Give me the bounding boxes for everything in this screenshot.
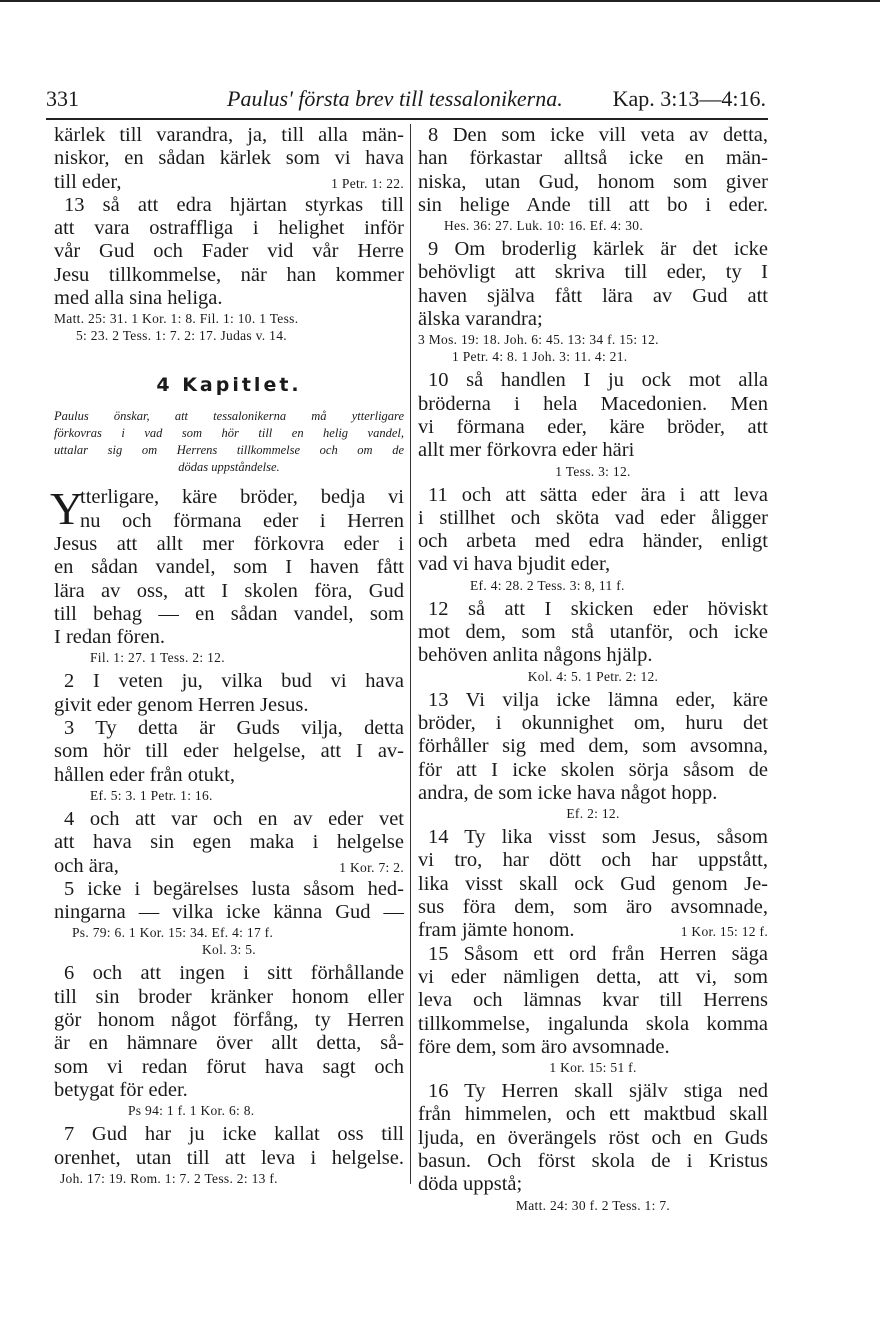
text-line: vi förmana eder, käre bröder, att [418,415,768,438]
text-line: sus föra dem, som äro avsomnade, [418,896,768,919]
text-line: förhåller sig med dem, som avsomna, [418,735,768,758]
text-line: som vi redan förut hava sagt och [54,1055,404,1078]
text-line: kärlek till varandra, ja, till alla män- [54,124,404,146]
cross-reference: Matt. 24: 30 f. 2 Tess. 1: 7. [515,1197,671,1213]
verse-13-line: 13 Vi vilja icke lämna eder, käre [428,688,768,711]
text-line: ljuda, en överängels röst och en Guds [418,1126,768,1149]
text-line: lika visst skall ock Gud genom Je- [418,872,768,895]
text-line: älska varandra; [418,308,543,331]
text-line: betygat för eder. [54,1078,188,1101]
cross-reference: Ef. 5: 3. 1 Petr. 1: 16. [90,787,213,803]
verse-16-line: 16 Ty Herren skall själv stiga ned [428,1080,768,1103]
text-line: är en hämnare över allt detta, så- [54,1032,404,1055]
verse-10-line: 10 så handlen I ju ock mot alla [428,369,768,392]
text-fragment: fram jämte honom. [418,919,575,942]
column-divider [410,124,411,1184]
text-line: med alla sina heliga. [54,287,223,310]
text-line: sin helige Ande till att bo i eder. [418,193,768,216]
verse-5-line: 5 icke i begärelses lusta såsom hed- [64,877,404,900]
text-line: behöven anlita någons hjälp. [418,644,653,667]
cross-reference: Matt. 25: 31. 1 Kor. 1: 8. Fil. 1: 10. 1 Tess. [54,311,299,327]
text-line: att hava sin egen maka i helgelse [54,831,404,854]
chapter-summary-line: uttalar sig om Herrens tillkommelse och om de [54,443,404,458]
page-number: 331 [46,86,79,111]
text-line: till sin broder kränker honom eller [54,985,404,1008]
text-line: gör honom något förfång, ty Herren [54,1009,404,1032]
text-fragment: till eder, [54,170,122,193]
text-line: vi eder nämligen detta, att vi, som [418,965,768,988]
text-line: bröder, i okunnighet om, huru det [418,711,768,734]
text-line: som hör till eder helgelse, att I av- [54,740,404,763]
text-line: Jesu tillkommelse, när han kommer [54,263,404,286]
text-line: haven själva fått lära av Gud att [418,284,768,307]
text-line: basun. Och först skola de i Kristus [418,1149,768,1172]
text-line: från himmelen, och ett maktbud skall [418,1103,768,1126]
text-fragment: och ära, [54,854,119,877]
verse-1 [50,483,404,535]
cross-reference: 1 Petr. 1: 22. [331,175,404,191]
text-line: andra, de som icke hava något hopp. [418,781,718,804]
cross-reference: Ef. 4: 28. 2 Tess. 3: 8, 11 f. [470,577,625,593]
text-line [54,855,404,878]
cross-reference: Ef. 2: 12. [566,806,620,822]
drop-cap: Y [50,483,84,535]
cross-reference: Ps. 79: 6. 1 Kor. 15: 34. Ef. 4: 17 f. [72,925,274,941]
text-line: före dem, som äro avsomnade. [418,1035,670,1058]
cross-reference: 5: 23. 2 Tess. 1: 7. 2: 17. Judas v. 14. [76,328,287,344]
verse-15-line: 15 Såsom ett ord från Herren säga [428,942,768,965]
text-line: lära av oss, att I skolen föra, Gud [54,579,404,602]
text-line: för att I icke skolen sörja såsom de [418,758,768,781]
text-line: döda uppstå; [418,1173,523,1196]
cross-reference: Joh. 17: 19. Rom. 1: 7. 2 Tess. 2: 13 f. [60,1170,278,1186]
verse-8-line: 8 Den som icke vill veta av detta, [428,124,768,146]
verse-14-line: 14 Ty lika visst som Jesus, såsom [428,826,768,849]
text-line: tillkommelse, ingalunda skola komma [418,1012,768,1035]
text-line: till behag — en sådan vandel, som [54,602,404,625]
text-line: hållen eder från otukt, [54,763,236,786]
cross-reference: 3 Mos. 19: 18. Joh. 6: 45. 13: 34 f. 15: 12. [418,332,659,348]
text-line: niskor, en sådan kärlek som vi hava [54,147,404,170]
text-line: behövligt att skriva till eder, ty I [418,261,768,284]
text-line: vår Gud och Fader vid vår Herre [54,240,404,263]
text-line: och arbeta med edra händer, enligt [418,530,768,553]
cross-reference: Ps 94: 1 f. 1 Kor. 6: 8. [128,1103,255,1119]
chapter-summary-line: dödas uppståndelse. [178,460,280,475]
right-column [418,124,768,1214]
text-line: leva och lämnas kvar till Herrens [418,989,768,1012]
page-header [46,84,768,120]
verse-4-line: 4 och att var och en av eder vet [64,807,404,830]
verse-3-line: 3 Ty detta är Guds vilja, detta [64,717,404,740]
text-line: ningarna — vilka icke känna Gud — [54,901,404,924]
verse-12-line: 12 så att I skicken eder höviskt [428,597,768,620]
chapter-summary-line: förkovras i vad som hör till en helig vandel, [54,426,404,441]
chapter-summary-line: Paulus önskar, att tessalonikerna må ytterligare [54,409,404,424]
text-line: niska, utan Gud, honom som giver [418,170,768,193]
text-line: Jesus att allt mer förkovra eder i [54,532,404,555]
text-line: givit eder genom Herren Jesus. [54,693,309,716]
text-line: orenhet, utan till att leva i helgelse. [54,1146,404,1169]
cross-reference: 1 Tess. 3: 12. [555,463,631,479]
chapter-range: Kap. 3:13—4:16. [612,86,766,111]
text-line: I redan fören. [54,626,165,649]
chapter-heading: 4 Kapitlet. [156,374,302,397]
text-line: han förkastar alltså icke en män- [418,147,768,170]
cross-reference: 1 Kor. 15: 12 f. [680,924,768,940]
text-line: mot dem, som stå utanför, och icke [418,621,768,644]
text-line: en sådan vandel, som I haven fått [54,556,404,579]
text-line: vad vi hava bjudit eder, [418,553,611,576]
cross-reference: Fil. 1: 27. 1 Tess. 2: 12. [90,650,225,666]
cross-reference: Hes. 36: 27. Luk. 10: 16. Ef. 4: 30. [444,218,644,234]
text-line [418,919,768,942]
verse-7-line: 7 Gud har ju icke kallat oss till [64,1123,404,1146]
text-line: att vara ostraffliga i helighet inför [54,217,404,240]
verse-13-line: 13 så att edra hjärtan styrkas till [64,193,404,216]
verse-2-line: 2 I veten ju, vilka bud vi hava [64,670,404,693]
text-line [54,171,404,194]
verse-11-line: 11 och att sätta eder ära i att leva [428,483,768,506]
left-column [50,124,404,1187]
cross-reference: 1 Kor. 7: 2. [339,859,404,875]
text-line: allt mer förkovra eder häri [418,439,635,462]
text-line: i stillhet och sköta vad eder åligger [418,506,768,529]
text-line: bröderna i hela Macedonien. Men [418,392,768,415]
running-title: Paulus' första brev till tessalonikerna. [227,86,563,111]
text-line: nu och förmana eder i Herren [80,509,404,532]
top-edge-rule [0,0,880,2]
cross-reference: Kol. 3: 5. [201,942,256,958]
verse-6-line: 6 och att ingen i sitt förhållande [64,962,404,985]
verse-9-line: 9 Om broderlig kärlek är det icke [428,238,768,261]
cross-reference: 1 Petr. 4: 8. 1 Joh. 3: 11. 4: 21. [452,349,628,365]
text-line: vi tro, har dött och har uppstått, [418,849,768,872]
text-line: tterligare, käre bröder, bedja vi [80,486,404,509]
cross-reference: Kol. 4: 5. 1 Petr. 2: 12. [527,668,659,684]
cross-reference: 1 Kor. 15: 51 f. [549,1060,637,1076]
